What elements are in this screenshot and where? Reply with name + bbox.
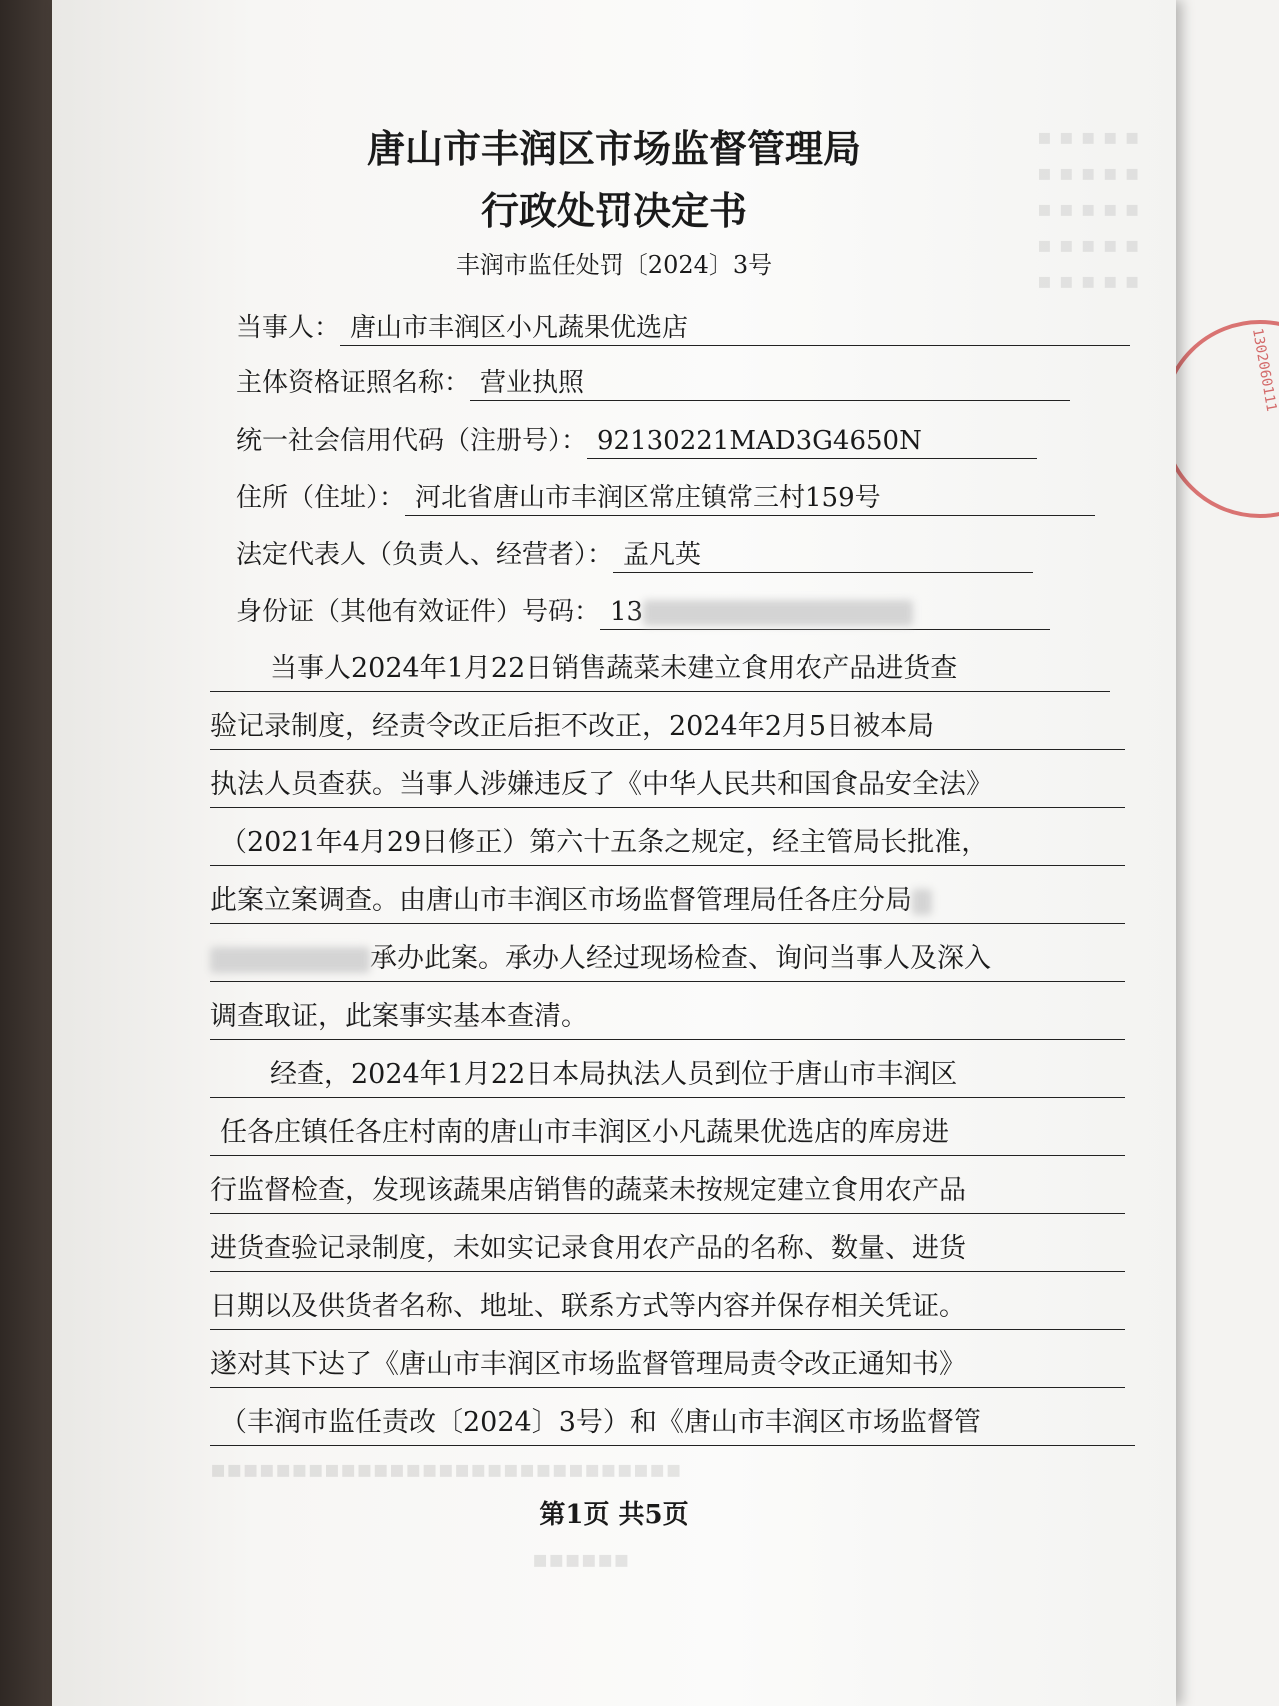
document-title-agency: 唐山市丰润区市场监督管理局 <box>366 127 861 171</box>
document-page <box>52 0 1176 1706</box>
legal-rep-field <box>236 537 1033 573</box>
body-line: 任各庄镇任各庄村南的唐山市丰润区小凡蔬果优选店的库房进 <box>210 1112 1125 1156</box>
desk-background <box>0 0 60 1706</box>
redaction-blur <box>210 947 370 973</box>
body-line: 遂对其下达了《唐山市丰润区市场监督管理局责令改正通知书》 <box>210 1344 1125 1388</box>
credit-code-field <box>236 423 1037 459</box>
field-value: 河北省唐山市丰润区常庄镇常三村159号 <box>405 481 1095 516</box>
address-field <box>236 480 1095 516</box>
field-value: 92130221MAD3G4650N <box>587 424 1037 459</box>
body-line: 日期以及供货者名称、地址、联系方式等内容并保存相关凭证。 <box>210 1286 1125 1330</box>
field-label: 法定代表人（负责人、经营者）： <box>236 540 614 570</box>
redaction-blur <box>912 889 932 915</box>
body-line: 验记录制度，经责令改正后拒不改正，2024年2月5日被本局 <box>210 706 1125 750</box>
document-title-type: 行政处罚决定书 <box>480 189 747 233</box>
party-field <box>236 310 1130 346</box>
document-number: 丰润市监任处罚〔2024〕3号 <box>455 251 773 279</box>
license-field <box>236 365 1070 401</box>
field-label: 主体资格证照名称： <box>236 368 471 398</box>
field-value: 孟凡英 <box>613 538 1033 573</box>
page-indicator: 第1页 共5页 <box>539 1500 689 1530</box>
field-value: 营业执照 <box>470 366 1070 401</box>
redaction-blur <box>643 600 913 626</box>
bleed-through-text: ▪ ▪ ▪ ▪ ▪ ▪ ▪ ▪ ▪ ▪ ▪ ▪ ▪ ▪ ▪ ▪ ▪ ▪ ▪ ▪ ▪ ▪ ▪ ▪ ▪ <box>1037 125 1140 294</box>
body-line: 行监督检查，发现该蔬果店销售的蔬菜未按规定建立食用农产品 <box>210 1170 1125 1214</box>
body-line: 承办此案。承办人经过现场检查、询问当事人及深入 <box>210 938 1125 982</box>
body-line: 当事人2024年1月22日销售蔬菜未建立食用农产品进货查 <box>210 648 1110 692</box>
bleed-through-text: ▪▪▪▪▪▪▪▪▪▪▪▪▪▪▪▪▪▪▪▪▪▪▪▪▪▪▪▪▪ <box>210 1455 682 1483</box>
field-label: 身份证（其他有效证件）号码： <box>236 597 601 627</box>
field-label: 统一社会信用代码（注册号）： <box>236 426 588 456</box>
field-value: 唐山市丰润区小凡蔬果优选店 <box>340 311 1130 346</box>
body-line: 此案立案调查。由唐山市丰润区市场监督管理局任各庄分局 <box>210 880 1125 924</box>
body-line: 经查，2024年1月22日本局执法人员到位于唐山市丰润区 <box>210 1054 1125 1098</box>
body-line: （丰润市监任责改〔2024〕3号）和《唐山市丰润区市场监督管 <box>210 1402 1135 1446</box>
body-line: 调查取证，此案事实基本查清。 <box>210 996 1125 1040</box>
field-value: 13 <box>600 595 1050 630</box>
body-line: 执法人员查获。当事人涉嫌违反了《中华人民共和国食品安全法》 <box>210 764 1125 808</box>
next-page-edge <box>1169 0 1279 1706</box>
seal-number: 1302060111 <box>1248 326 1279 413</box>
body-line: 进货查验记录制度，未如实记录食用农产品的名称、数量、进货 <box>210 1228 1125 1272</box>
field-label: 住所（住址）： <box>236 483 406 513</box>
bleed-through-text: ▪▪▪▪▪▪ <box>532 1545 630 1573</box>
field-label: 当事人： <box>236 313 341 343</box>
id-number-field <box>236 594 1050 630</box>
body-line: （2021年4月29日修正）第六十五条之规定，经主管局长批准， <box>210 822 1125 866</box>
